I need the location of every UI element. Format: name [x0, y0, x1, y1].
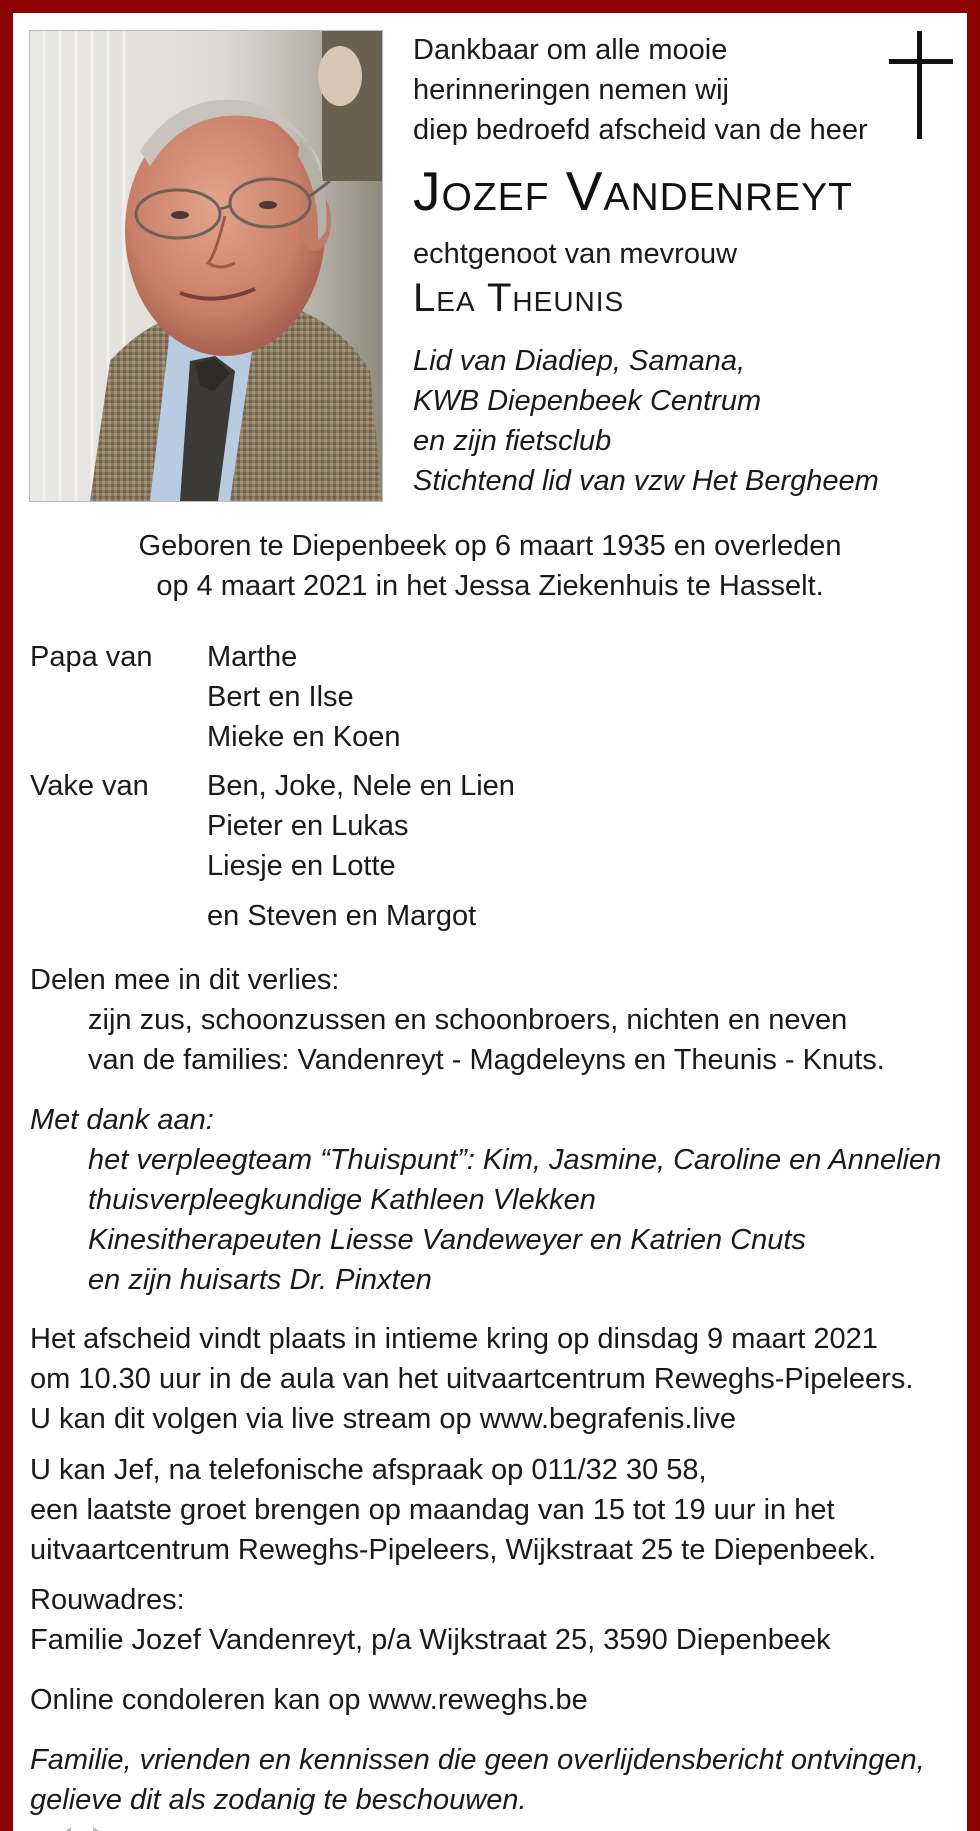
visit-line: een laatste groet brengen op maandag van 15 tot 19 uur in het [30, 1494, 835, 1526]
farewell-line: Het afscheid vindt plaats in intieme kring op dinsdag 9 maart 2021 [30, 1323, 878, 1355]
intro-line: diep bedroefd afscheid van de heer [413, 114, 868, 146]
closing-line: Familie, vrienden en kennissen die geen overlijdensbericht ontvingen, [30, 1744, 925, 1776]
spouse-prefix: echtgenoot van mevrouw [413, 238, 738, 270]
next-arrow-icon[interactable] [93, 1827, 107, 1831]
thanks-heading: Met dank aan: [30, 1104, 214, 1136]
born-line: op 4 maart 2021 in het Jessa Ziekenhuis te Hasselt. [156, 570, 824, 602]
deceased-name: Jozef Vandenreyt [413, 160, 853, 222]
list-item: Mieke en Koen [207, 721, 401, 753]
membership-line: KWB Diepenbeek Centrum [413, 385, 762, 417]
share-heading: Delen mee in dit verlies: [30, 964, 340, 996]
share-line: zijn zus, schoonzussen en schoonbroers, nichten en neven [88, 1004, 848, 1036]
share-section [30, 960, 960, 1080]
intro-text [413, 30, 913, 150]
membership-line: Stichtend lid van vzw Het Bergheem [413, 465, 879, 497]
intro-line: Dankbaar om alle mooie [413, 34, 728, 66]
intro-line: herinneringen nemen wij [413, 74, 729, 106]
spouse-name: Lea Theunis [413, 276, 625, 320]
portrait-photo [29, 30, 383, 502]
closing-line: gelieve dit als zodanig te beschouwen. [30, 1784, 527, 1816]
vake-label: Vake van [30, 770, 149, 802]
condolence-text: Online condoleren kan op www.reweghs.be [30, 1684, 588, 1716]
thanks-line: het verpleegteam “Thuispunt”: Kim, Jasmine, Caroline en Annelien [88, 1144, 942, 1176]
membership-line: Lid van Diadiep, Samana, [413, 345, 746, 377]
list-item: Bert en Ilse [207, 681, 354, 713]
closing-section [30, 1740, 960, 1820]
thanks-line: en zijn huisarts Dr. Pinxten [88, 1264, 432, 1296]
obituary-card [13, 13, 967, 1831]
born-line: Geboren te Diepenbeek op 6 maart 1935 en overleden [138, 530, 842, 562]
prev-arrow-icon[interactable] [57, 1827, 71, 1831]
farewell-section [30, 1319, 960, 1439]
visit-section [30, 1450, 960, 1570]
list-item: Ben, Joke, Nele en Lien [207, 770, 515, 802]
list-item: en Steven en Margot [207, 900, 477, 932]
visit-line: U kan Jef, na telefonische afspraak op 011/32 30 58, [30, 1454, 707, 1486]
address-heading: Rouwadres: [30, 1584, 185, 1616]
share-line: van de families: Vandenreyt - Magdeleyns en Theunis - Knuts. [88, 1044, 885, 1076]
address-section [30, 1580, 960, 1660]
list-item: Marthe [207, 641, 298, 673]
visit-line: uitvaartcentrum Reweghs-Pipeleers, Wijkstraat 25 te Diepenbeek. [30, 1534, 877, 1566]
papa-list [207, 637, 400, 757]
memberships [413, 341, 879, 501]
papa-label: Papa van [30, 641, 153, 673]
list-item: Pieter en Lukas [207, 810, 409, 842]
address-line: Familie Jozef Vandenreyt, p/a Wijkstraat 25, 3590 Diepenbeek [30, 1624, 831, 1656]
list-item: Liesje en Lotte [207, 850, 396, 882]
vake-list [207, 766, 515, 936]
farewell-line: U kan dit volgen via live stream op www.begrafenis.live [30, 1403, 736, 1435]
thanks-section [30, 1100, 960, 1300]
thanks-line: thuisverpleegkundige Kathleen Vlekken [88, 1184, 596, 1216]
birth-death-info [13, 526, 967, 606]
farewell-line: om 10.30 uur in de aula van het uitvaartcentrum Reweghs-Pipeleers. [30, 1363, 914, 1395]
thanks-line: Kinesitherapeuten Liesse Vandeweyer en Katrien Cnuts [88, 1224, 806, 1256]
membership-line: en zijn fietsclub [413, 425, 612, 457]
